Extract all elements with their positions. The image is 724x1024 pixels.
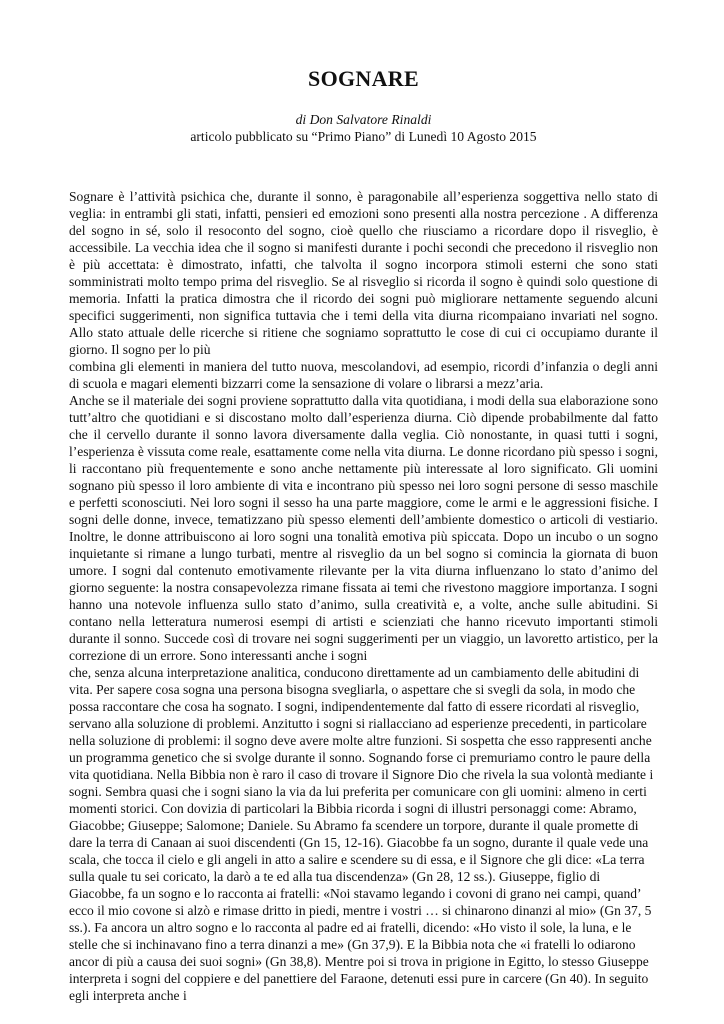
paragraph: Anche se il materiale dei sogni proviene soprattutto dalla vita quotidiana, i modi della sua elaborazione sono tutt’altro che quotidiani e si discostano molto dall’esperienza diurna. Ciò dipende probabilmente dal fatto che il cervello durante il sonno lavora diversamente dalla veglia. Ciò nonostante, in quasi tutti i sogni, l’esperienza è vissuta come reale, esattamente come nella vita diurna. Le donne ricordano più spesso i sogni, li raccontano più frequentemente e sono anche nettamente più interessate al loro significato. Gli uomini sognano più spesso il loro ambiente di vita e incontrano più spesso nei loro sogni persone di sesso maschile e perfetti sconosciuti. Nei loro sogni il sesso ha una parte maggiore, come le armi e le aggressioni fisiche. I sogni delle donne, invece, tematizzano più spesso elementi dell’ambiente domestico o articoli di vestiario. Inoltre, le donne attribuiscono ai loro sogni una tonalità emotiva più spiccata. Dopo un incubo o un sogno inquietante si rimane a lungo turbati, mentre al risveglio da un bel sogno si comincia la giornata di buon umore. I sogni dal contenuto emotivamente rilevante per la vita diurna influenzano lo stato d’animo del giorno seguente: la nostra consapevolezza rimane fissata ai temi che rivestono maggiore importanza. I sogni hanno una notevole influenza sullo stato d’animo, sulla creatività e, a volte, anche sulle abitudini. Si contano nella letteratura numerosi esempi di artisti e scienziati che hanno ricevuto importanti stimoli durante il sonno. Succede così di trovare nei sogni suggerimenti per un viaggio, un lavoretto artistico, per la correzione di un errore. Sono interessanti anche i sogni	[69, 393, 658, 663]
paragraph: combina gli elementi in maniera del tutto nuova, mescolandovi, ad esempio, ricordi d’infanzia o degli anni di scuola e magari elementi bizzarri come la sensazione di volare o librarsi a mezz’aria.	[69, 359, 658, 391]
publication-info: articolo pubblicato su “Primo Piano” di Lunedì 10 Agosto 2015	[190, 129, 537, 144]
document-title: SOGNARE	[308, 66, 419, 91]
article-body	[69, 188, 658, 1004]
document-author: di Don Salvatore Rinaldi	[295, 112, 432, 127]
paragraph: che, senza alcuna interpretazione analitica, conducono direttamente ad un cambiamento delle abitudini di vita. Per sapere cosa sogna una persona bisogna svegliarla, o aspettare che si svegli da sola, in modo che possa raccontare che cosa ha sognato. I sogni, indipendentemente dal fatto di essere ricordati al risveglio, servano alla soluzione di problemi. Anzitutto i sogni si riallacciano ad esperienze precedenti, in particolare nella soluzione di problemi: il sogno deve avere molte altre funzioni. Si sospetta che esso rappresenti anche un programma genetico che si svolge durante il sonno. Sognando forse ci premuriamo contro le paure della vita quotidiana. Nella Bibbia non è raro il caso di trovare il Signore Dio che rivela la sua volontà mediante i sogni. Sembra quasi che i sogni siano la via da lui preferita per comunicare con gli uomini: almeno in certi momenti storici. Con dovizia di particolari la Bibbia ricorda i sogni di illustri personaggi come: Abramo, Giacobbe; Giuseppe; Salomone; Daniele. Su Abramo fa scendere un torpore, durante il quale promette di dare la terra di Canaan ai suoi discendenti (Gn 15, 12-16). Giacobbe fa un sogno, durante il quale vede una scala, che tocca il cielo e gli angeli in atto a salire e scendere su di essa, e il Signore che gli dice: «La terra sulla quale tu sei coricato, la darò a te ed alla tua discendenza» (Gn 28, 12 ss.). Giuseppe, figlio di Giacobbe, fa un sogno e lo racconta ai fratelli: «Noi stavamo legando i covoni di grano nei campi, quand’ ecco il mio covone si alzò e rimase dritto in piedi, mentre i vostri … si chinarono dinanzi al mio» (Gn 37, 5 ss.). Fa ancora un altro sogno e lo racconta al padre ed ai fratelli, dicendo: «Ho visto il sole, la luna, e le stelle che si inchinavano fino a terra dinanzi a me» (Gn 37,9). E la Bibbia nota che «i fratelli lo odiarono ancor di più a causa dei suoi sogni» (Gn 38,8). Mentre poi si trova in prigione in Egitto, lo stesso Giuseppe interpreta i sogni del coppiere e del panettiere del Faraone, detenuti essi pure in carcere (Gn 40). In seguito egli interpreta anche i	[69, 665, 654, 1003]
paragraph: Sognare è l’attività psichica che, durante il sonno, è paragonabile all’esperienza soggettiva nello stato di veglia: in entrambi gli stati, infatti, pensieri ed emozioni sono presenti alla nostra percezione . A differenza del sogno in sé, solo il resoconto del sogno, cioè quello che riusciamo a ricordare dopo il risveglio, è accessibile. La vecchia idea che il sogno si manifesti durante i pochi secondi che precedono il risveglio non è più accettata: è dimostrato, infatti, che talvolta il sogno incorpora stimoli esterni che sono stati somministrati molto tempo prima del risveglio. Se al risveglio si ricorda il sogno è quindi solo questione di memoria. Infatti la pratica dimostra che il ricordo dei sogni può migliorare nettamente seguendo alcuni specifici suggerimenti, non significa tuttavia che i temi della vita diurna ricompaiano invariati nel sogno. Allo stato attuale delle ricerche si ritiene che sogniamo soprattutto le cose di cui ci occupiamo durante il giorno. Il sogno per lo più	[69, 189, 658, 357]
